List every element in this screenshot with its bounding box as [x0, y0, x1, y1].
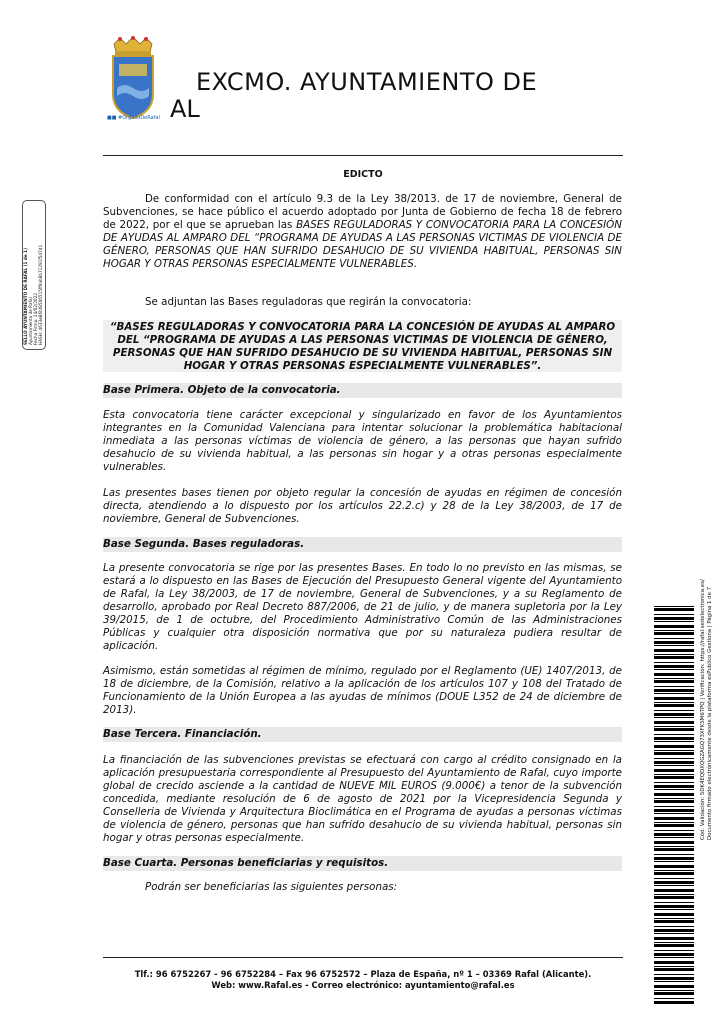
page-title: EXCMO. AYUNTAMIENTO DE: [196, 68, 538, 96]
section-heading-1: Base Primera. Objeto de la convocatoria.: [103, 383, 622, 398]
header-divider: [103, 155, 623, 156]
section-heading-2: Base Segunda. Bases reguladoras.: [103, 537, 622, 552]
annex-intro: Se adjuntan las Bases reguladoras que regirán la convocatoria:: [145, 296, 472, 308]
section-4-paragraph: Podrán ser beneficiarias las siguientes personas:: [145, 881, 398, 893]
barcode-image: [654, 606, 694, 1004]
bases-title: “BASES REGULADORAS Y CONVOCATORIA PARA LA CONCESIÓN DE AYUDAS AL AMPARO DEL “PROGRAMA DE AYUDAS A LAS PERSONAS VICTIMAS DE VIOLENCIA DE GÉNERO, PERSONAS QUE HAN SUFRIDO DESAHUCIO DE SU VIVIENDA HABITUAL, PERSONAS SIN HOGAR Y OTRAS PERSONAS ESPECIALMENTE VULNERABLES”.: [109, 321, 616, 372]
verification-text: Cód. Validación: 5DK4EQDXQGZAGQ73XFKSM6TPQ | Verificación: https://rafal.sedelectronica.es/ Documento firmado electrónicamente desde la plataforma esPublico Gestiona | Página 1 de 7: [700, 579, 713, 840]
section-3-paragraph: La financiación de las subvenciones previstas se efectuará con cargo al crédito consignado en la aplicación presupuestaria correspondiente al Presupuesto del Ayuntamiento de Rafal, cuyo importe global de crecido asciende a la cantidad de NUEVE MIL EUROS (9.000€) a tenor de la subvención concedida, mediante resolución de 6 de agosto de 2021 por la Vicepresidencia Segunda y Conselleria de Vivienda y Arquitectura Bioclimática en el Programa de ayudas a personas víctimas de violencia de género, personas que han sufrido desahucio de su vivienda habitual, personas sin hogar y otras personas especialmente.: [103, 754, 622, 844]
footer-contact: Tlf.: 96 6752267 - 96 6752284 – Fax 96 6752572 – Plaza de España, nº 1 – 03369 Rafal (Alicante).: [134, 969, 592, 979]
coat-of-arms-logo: [106, 36, 160, 120]
crest-caption: ■■ #OrgulloDeRafal: [107, 115, 160, 121]
page-title-continued: AL: [170, 95, 200, 123]
section-1-paragraph-1: Esta convocatoria tiene carácter excepcional y singularizado en favor de los Ayuntamientos integrantes en la Comunidad Valenciana para intentar solucionar la problemática habitacional inmediata a las personas víctimas de violencia de género, a las personas que hayan sufrido desahucio de su vivienda habitual, a las personas sin hogar y a otras personas especialmente vulnerables.: [103, 409, 622, 473]
intro-paragraph: De conformidad con el artículo 9.3 de la Ley 38/2013. de 17 de noviembre, General de Subvenciones, se hace público el acuerdo adoptado por Junta de Gobierno de fecha 18 de febrero de 2022, por el que se aprueban las BASES REGULADORAS Y CONVOCATORIA PARA LA CONCESIÓN DE AYUDAS AL AMPARO DEL “PROGRAMA DE AYUDAS A LAS PERSONAS VICTIMAS DE VIOLENCIA DE GÉNERO, PERSONAS QUE HAN SUFRIDO DESAHUCIO DE SU VIVIENDA HABITUAL, PERSONAS SIN HOGAR Y OTRAS PERSONAS ESPECIALMENTE VULNERABLES.: [103, 193, 622, 270]
footer-divider: [103, 957, 623, 958]
signature-seal-text: SELLO AYUNTAMIENTO DE RAFAL (1 de 1) Ayuntamiento de Rafal Fecha Firma: 24/02/2022 HASH: 4633e86bf8506515ff9ab8b71291f5d7d1: [23, 244, 43, 345]
section-2-paragraph-1: La presente convocatoria se rige por las presentes Bases. En todo lo no previsto en las mismas, se estará a lo dispuesto en las Bases de Ejecución del Presupuesto General vigente del Ayuntamiento de Rafal, la Ley 38/2003, de 17 de noviembre, General de Subvenciones, y a su Reglamento de desarrollo, aprobado por Real Decreto 887/2006, de 21 de julio, y de manera supletoria por la Ley 39/2015, de 1 de octubre, del Procedimiento Administrativo Común de las Administraciones Públicas y cualquier otra disposición normativa que por su naturaleza pudiera resultar de aplicación.: [103, 562, 622, 652]
section-1-paragraph-2: Las presentes bases tienen por objeto regular la concesión de ayudas en régimen de concesión directa, atendiendo a lo dispuesto por los artículos 22.2.c) y 28 de la Ley 38/2003, de 17 de noviembre, General de Subvenciones.: [103, 487, 622, 525]
section-2-paragraph-2: Asimismo, están sometidas al régimen de mínimo, regulado por el Reglamento (UE) 1407/2013, de 18 de diciembre, de la Comisión, relativo a la aplicación de los artículos 107 y 108 del Tratado de Funcionamiento de la Unión Europea a las ayudas de mínimos (DOUE L352 de 24 de diciembre de 2013).: [103, 665, 622, 716]
section-heading-3: Base Tercera. Financiación.: [103, 727, 622, 742]
section-heading-4: Base Cuarta. Personas beneficiarias y requisitos.: [103, 856, 622, 871]
footer-web: Web: www.Rafal.es - Correo electrónico: ayuntamiento@rafal.es: [211, 980, 515, 990]
edict-heading: EDICTO: [343, 169, 383, 180]
